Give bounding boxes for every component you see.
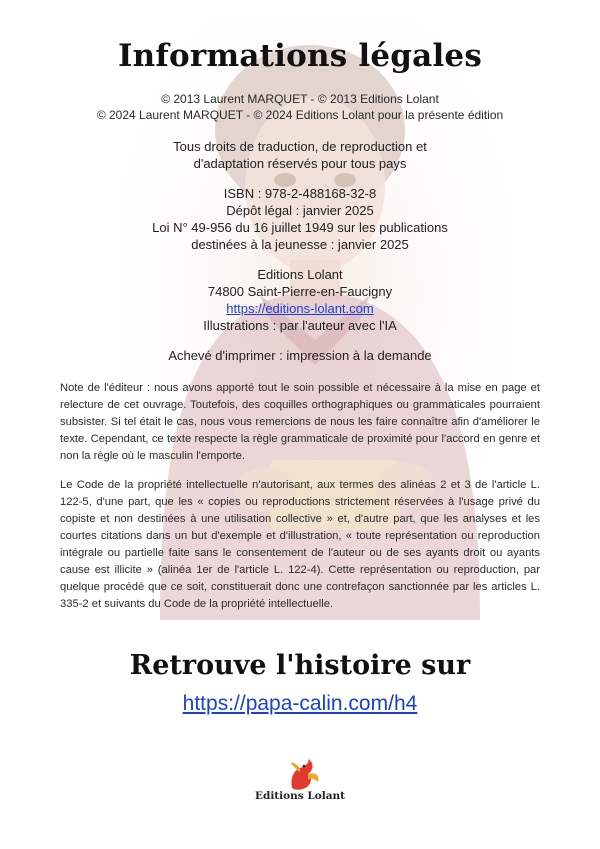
copyright-line: © 2013 Laurent MARQUET - © 2013 Editions Lolant bbox=[161, 92, 439, 106]
isbn: ISBN : 978-2-488168-32-8 bbox=[223, 186, 377, 201]
printing-note: Achevé d'imprimer : impression à la demande bbox=[168, 348, 432, 363]
page-title: Informations légales bbox=[117, 38, 483, 74]
illustrations-credit: Illustrations : par l'auteur avec l'IA bbox=[203, 318, 397, 333]
copyright-block bbox=[0, 91, 600, 123]
publisher-logo bbox=[254, 758, 346, 808]
story-headline: Retrouve l'histoire sur bbox=[129, 650, 471, 681]
law-line: Loi N° 49-956 du 16 juillet 1949 sur les publications bbox=[152, 220, 448, 235]
logo-text: Editions Lolant bbox=[254, 790, 346, 802]
rights-line: Tous droits de traduction, de reproduction et bbox=[173, 139, 427, 154]
publisher-address: 74800 Saint-Pierre-en-Faucigny bbox=[207, 284, 393, 299]
publisher-link[interactable]: https://editions-lolant.com bbox=[226, 301, 374, 316]
law-line: destinées à la jeunesse : janvier 2025 bbox=[191, 237, 409, 252]
rights-block bbox=[0, 138, 600, 172]
rights-line: d'adaptation réservés pour tous pays bbox=[193, 156, 407, 171]
copyright-line: © 2024 Laurent MARQUET - © 2024 Editions Lolant pour la présente édition bbox=[96, 108, 504, 122]
publisher-block bbox=[0, 266, 600, 334]
publisher-name: Editions Lolant bbox=[257, 267, 343, 282]
story-link[interactable]: https://papa-calin.com/h4 bbox=[182, 692, 418, 715]
legal-deposit: Dépôt légal : janvier 2025 bbox=[226, 203, 374, 218]
dragon-icon bbox=[254, 758, 346, 792]
editor-note: Note de l'éditeur : nous avons apporté tout le soin possible et nécessaire à la mise en page et relecture de cet ouvrage. Toutefois, des coquilles orthographiques ou grammaticales pourraient subsister. Si tel était le cas, nous vous remercions de nous les faire connaître afin d'améliorer le texte. Cependant, ce texte respecte la règle grammaticale de proximité pour l'accord en genre et non la règle où le masculin l'emporte. bbox=[60, 382, 540, 462]
legal-info-block bbox=[0, 185, 600, 253]
copyright-law-note: Le Code de la propriété intellectuelle n'autorisant, aux termes des alinéas 2 et 3 de l'article L. 122-5, d'une part, que les « copies ou reproductions strictement réservées à l'usage privé du copiste et non destinées à une utilisation collective » et, d'autre part, que les analyses et les courtes citations dans un but d'exemple et d'illustration, « toute représentation ou reproduction intégrale ou partielle faite sans le consentement de l'auteur ou de ses ayants droit ou ayants cause est illicite » (alinéa 1er de l'article L. 122-4). Cette représentation ou reproduction, par quelque procédé que ce soit, constituerait donc une contrefaçon sanctionnée par les articles L. 335-2 et suivants du Code de la propriété intellectuelle. bbox=[60, 479, 540, 610]
